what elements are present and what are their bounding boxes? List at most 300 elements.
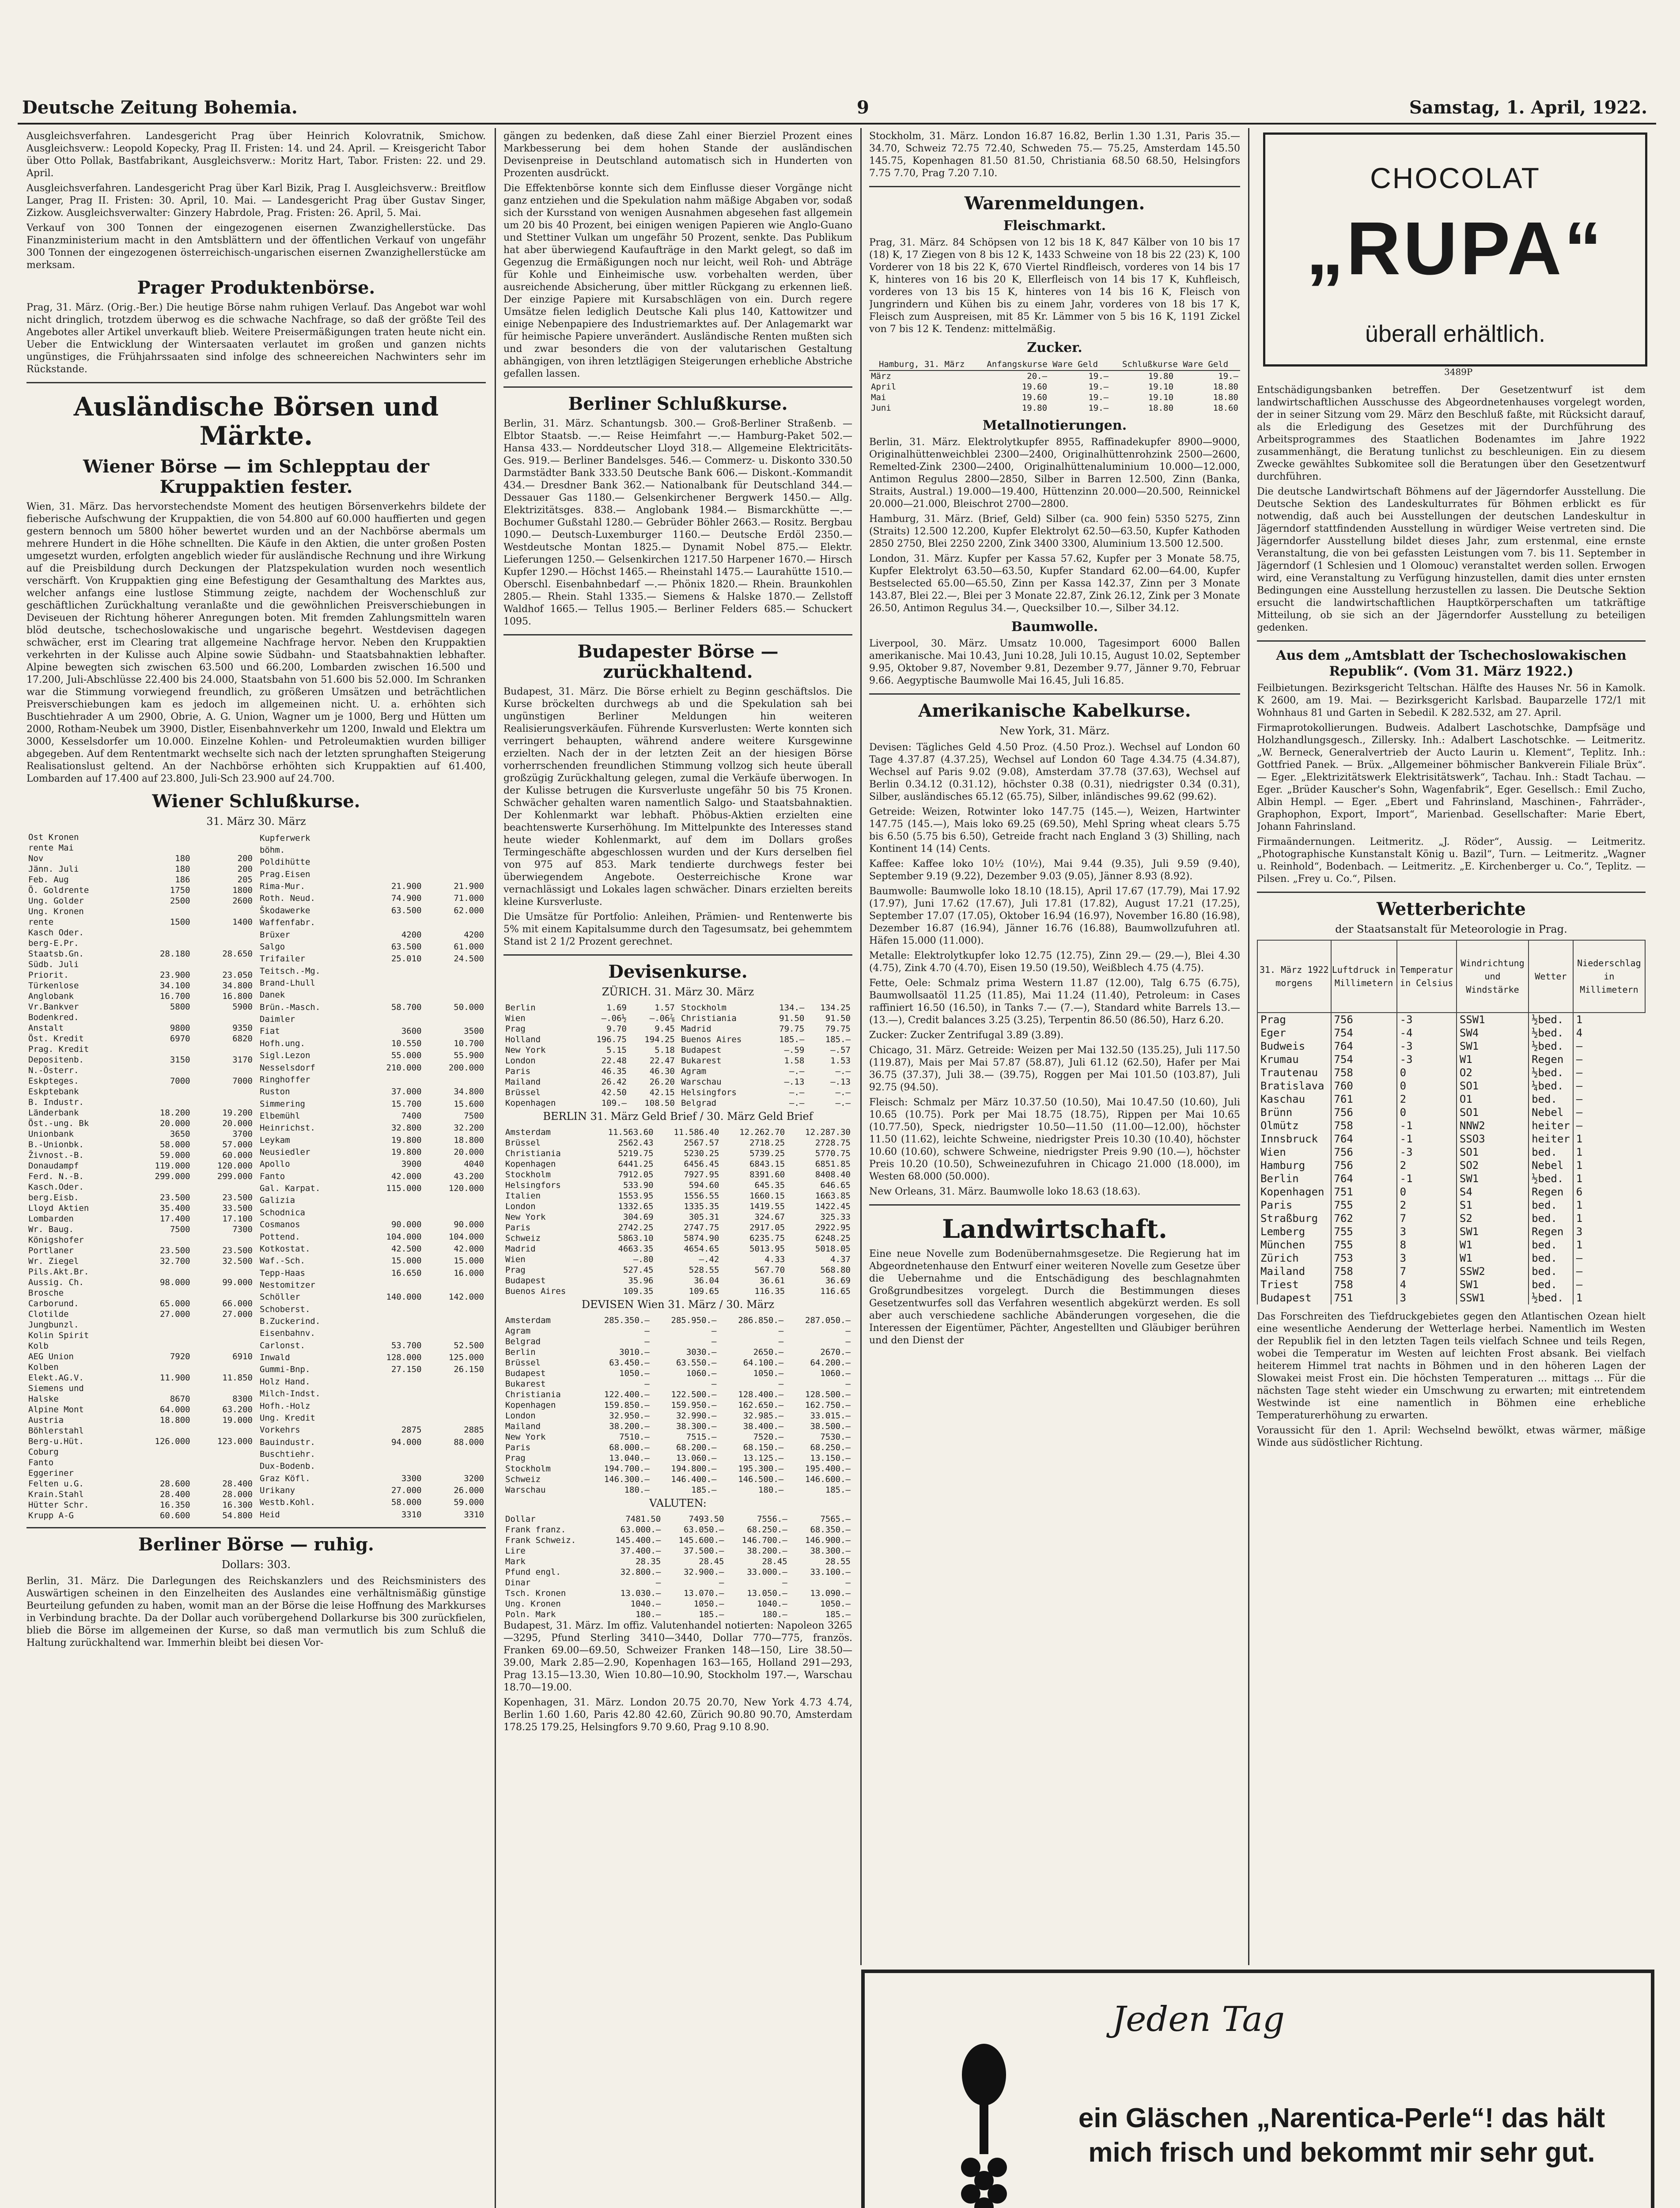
table-row [1257, 1040, 1645, 1053]
cell-value: —.— [835, 1066, 851, 1076]
cell-value: 11.850 [222, 1373, 253, 1383]
wien-devisen-table [503, 1315, 852, 1495]
cell-value: — [778, 1337, 784, 1346]
row-label: Krumau [1257, 1053, 1331, 1066]
row-label: New York [505, 1212, 546, 1222]
cell-value: 185.— [825, 1485, 851, 1495]
cell-value [192, 959, 254, 970]
cell-value: 758 [1331, 1119, 1397, 1132]
table-row [503, 1087, 677, 1098]
table-row [258, 1182, 486, 1194]
article-text: Fette, Oele: Schmalz prima Western 11.87 (12.00), Talg 6.75 (6.75), Baumwollsaatöl 11.25 (11.85), Mai 11.24 (11.40), Petroleum: in Cases raffiniert 16.50 (16.50), in Tanks 7.— (7.—), Standard white Barrels 13.— (13.—), Credit balances 3.25 (3.25), Terpentin 86.50 (86.50), Harz 6.20. [869, 978, 1240, 1026]
cell-value [192, 1383, 254, 1394]
cell-value: 11.900 [159, 1373, 190, 1383]
row-label: Portlaner [28, 1246, 74, 1255]
divider [26, 1527, 486, 1528]
row-label: Buenos Aires [505, 1286, 566, 1296]
row-label: rente Mai [28, 843, 74, 853]
row-label: Prag [505, 1453, 526, 1463]
cell-value: 25.010 [391, 954, 422, 964]
row-label: Mailand [505, 1422, 541, 1431]
row-label: B.Zuckerind. [260, 1316, 321, 1327]
cell-value: 527.45 [623, 1265, 654, 1275]
row-label: Cosmanos [260, 1220, 300, 1230]
row-label: Dollar [505, 1514, 536, 1524]
table-header: 31. März 1922 morgens [1257, 940, 1331, 1013]
cell-value: 1050.— [619, 1369, 650, 1378]
cell-value: heiter [1529, 1132, 1573, 1146]
cell-value: 146.300.— [604, 1475, 650, 1484]
row-label: Brosche [28, 1288, 64, 1298]
table-row [258, 1364, 486, 1376]
cell-value: -3 [1397, 1040, 1457, 1053]
table-row [503, 1336, 852, 1347]
row-label: Madrid [681, 1024, 711, 1034]
table-row [503, 1127, 852, 1138]
cell-value: 1400 [232, 917, 253, 927]
table-row [258, 989, 486, 1001]
table-row [503, 1463, 852, 1474]
wiener-schlusskurse-table-2 [258, 832, 486, 1521]
row-label: Ruston [260, 1087, 290, 1097]
cell-value: 159.850.— [604, 1400, 650, 1410]
cell-value: 758 [1331, 1066, 1397, 1079]
row-label: Innsbruck [1257, 1132, 1331, 1146]
cell-value: heiter [1529, 1119, 1573, 1132]
cell-value: — [1573, 1093, 1645, 1106]
cell-value [361, 917, 423, 929]
cell-value: 6235.75 [749, 1233, 785, 1243]
column-2 [503, 130, 852, 2208]
table-row [26, 1002, 254, 1012]
cell-value: 28.55 [825, 1557, 851, 1566]
cell-value: 758 [1331, 1265, 1397, 1278]
cell-value [361, 1195, 423, 1206]
cell-value: 20.000 [159, 1119, 190, 1128]
cell-value: 19.000 [222, 1415, 253, 1425]
row-label: April [871, 382, 897, 392]
divider [869, 1204, 1240, 1206]
table-row [258, 1303, 486, 1315]
ad-brand: „RUPA“ [1306, 207, 1604, 291]
table-row [869, 382, 1240, 392]
cell-value: 134.— [779, 1003, 805, 1013]
table-row [26, 1330, 254, 1341]
cell-value: 12.262.70 [739, 1127, 785, 1137]
cell-value: 755 [1331, 1199, 1397, 1212]
divider [869, 186, 1240, 187]
table-row [26, 874, 254, 885]
cell-value: 185.— [699, 1610, 724, 1619]
row-label: Straßburg [1257, 1212, 1331, 1225]
cell-value: 120.000 [448, 1183, 484, 1194]
cell-value: 68.250.— [810, 1443, 851, 1452]
row-label: Buschtiehr. [260, 1449, 315, 1459]
table-row [258, 1206, 486, 1218]
table-row [258, 1243, 486, 1255]
cell-value [424, 989, 486, 1001]
table-row [26, 1404, 254, 1415]
cell-value [361, 977, 423, 989]
cell-value: 6456.45 [684, 1159, 719, 1169]
row-label: Belgrad [505, 1337, 541, 1346]
table-row [26, 1023, 254, 1033]
table-row [258, 1315, 486, 1327]
cell-value: 3200 [464, 1473, 484, 1483]
cell-value: 7493.50 [689, 1514, 724, 1524]
cell-value: 7510.— [619, 1432, 650, 1442]
cell-value: bed. [1529, 1146, 1573, 1159]
cell-value [192, 832, 254, 843]
cell-value: 20.000 [222, 1119, 253, 1128]
row-label: Eggeriner [28, 1468, 74, 1478]
table-row [258, 1267, 486, 1279]
table-row [1257, 1079, 1645, 1093]
cell-value: bed. [1529, 1251, 1573, 1265]
row-label: Schodnica [260, 1207, 305, 1217]
article-text: Voraussicht für den 1. April: Wechselnd bewölkt, etwas wärmer, mäßige Winde aus südöstlicher Richtung. [1257, 1425, 1646, 1448]
cell-value: — [1573, 1278, 1645, 1291]
cell-value: 7300 [232, 1225, 253, 1234]
cell-value [424, 1195, 486, 1206]
cell-value: 1 [1573, 1212, 1645, 1225]
cell-value: SO1 [1457, 1146, 1529, 1159]
row-label: Christiania [505, 1390, 561, 1399]
cell-value: 5018.05 [815, 1244, 851, 1254]
section-heading: Wiener Schlußkurse. [152, 791, 360, 812]
row-label: Öst.-ung. Bk [28, 1119, 89, 1128]
row-label: Škodawerke [260, 905, 310, 915]
table-row [26, 1267, 254, 1277]
cell-value [129, 927, 192, 938]
row-label: Warschau [681, 1077, 722, 1087]
article-text: Wien, 31. März. Das hervorstechendste Moment des heutigen Börsenverkehrs bildete der fieberische Aufschwung der Kruppaktien, die von 54.800 auf 60.000 hauffierten und gegen gestern bennoch um 5800 höher bewertet wurden und an der Nachbörse abermals um mehrere Hundert in die Höhe schnellten. Die Käufe in den Aktien, die unter großen Posten umgesetzt wurden, erfolgten angeblich wieder für ausländische Rechnung und ihre Wirkung auf die Preisbildung durch Deckungen der Platzspekulation wurden noch wesentlich verschärft. Von Kruppaktien ging eine Befestigung der Gesamthaltung des Marktes aus, welcher anfangs eine lustlose Stimmung zeigte, nachdem der Wochenschluß zur geschäftlichen Zurückhaltung veranlaßte und die gewöhnlichen Preisverschiebungen in Deviseuen der Richtung höherer Anregungen boten. Mit fremden Zahlungsmitteln waren blöd deutsche, tschechoslowakische und ungarische begehrt. Westdevisen dagegen schwächer, erst im Clearing trat allgemeine Nachfrage hervor. Neben den Kruppaktien verkehrten in der Kulisse auch Alpine sowie Südbahn- und Staatsbahnaktien lebhafter. Alpine bewegten sich zwischen 63.500 und 66.200, Lombarden zwischen 16.500 und 17.200, Juli-Abschlüsse 22.400 bis 24.000, Staatsbahn von 51.600 bis 52.000. Im Schranken war die Stimmung vorwiegend freundlich, zu größeren Umsätzen und beträchtlichen Preisverschiebungen kam es jedoch im allgemeinen nicht. U. a. erhöhten sich Buschtiehrader A um 2900, Obrie, A. G. Union, Wagner um je 1000, Berg und Hütten um 2000, Rotham-Neubek um 3900, Distler, Eisenbahnverkehr um 1200, Inwald und Elektra um 3000, Kesselsdorfer um 10.000. Einzelne Kohlen- und Petroleumaktien wurden billiger abgegeben. Auf dem Rententmarkt wechselte sich nach der letzten sprunghaften Steigerung Realisationslust geltend. An der Nachbörse erhöhten sich Kruppaktien auf 61.400, Lombarden auf 17.400 auf 23.800, Juli-Sch 23.900 auf 24.700. [26, 501, 486, 784]
cell-value: 15.700 [391, 1099, 422, 1109]
cell-value: — [845, 1326, 851, 1336]
cell-value: SW1 [1457, 1225, 1529, 1238]
cell-value: 1.53 [830, 1056, 851, 1066]
cell-value: 7520.— [753, 1432, 784, 1442]
cell-value: 1500 [170, 917, 190, 927]
cell-value: 116.65 [820, 1286, 851, 1296]
row-label: Holz Hand. [260, 1376, 310, 1387]
row-label: Fanto [28, 1458, 54, 1467]
cell-value: 9350 [232, 1023, 253, 1033]
cell-value: 8670 [170, 1394, 190, 1404]
table-row [258, 1037, 486, 1049]
cell-value [129, 1235, 192, 1245]
cell-value: ½bed. [1529, 1040, 1573, 1053]
cell-value: 21.900 [454, 881, 484, 892]
cell-value: 146.700.— [742, 1535, 787, 1545]
row-label: Trifailer [260, 954, 305, 964]
row-label: Austria [28, 1415, 64, 1425]
cell-value: 185.— [691, 1485, 717, 1495]
cell-value: 146.400.— [671, 1475, 717, 1484]
row-label: Teitsch.-Mg. [260, 966, 321, 976]
table-row [503, 1368, 852, 1379]
cell-value: 13.070.— [683, 1588, 724, 1598]
cell-value: 32.950.— [609, 1411, 650, 1421]
cell-value: 754 [1331, 1026, 1397, 1040]
cell-value: 2728.75 [815, 1138, 851, 1148]
section-heading: Berliner Börse — ruhig. [138, 1534, 374, 1555]
row-label: Elekt.AG.V. [28, 1373, 84, 1383]
table-header: Luftdruck in Millimetern [1331, 940, 1397, 1013]
row-label: berg-E.Pr. [28, 938, 79, 948]
cell-value: 13.060.— [676, 1453, 717, 1463]
cell-value: 37.000 [391, 1087, 422, 1097]
ad-text: CHOCOLAT [1370, 162, 1540, 194]
row-label: Frank Schweiz. [505, 1535, 576, 1545]
table-row [26, 1351, 254, 1362]
table-header: Anfangskurse Ware Geld [974, 359, 1110, 371]
cell-value: 32.700 [159, 1256, 190, 1266]
cell-value: S1 [1457, 1199, 1529, 1212]
table-row [26, 1457, 254, 1468]
table-row [26, 1489, 254, 1500]
table-row [258, 844, 486, 856]
cell-value: 3310 [401, 1510, 422, 1520]
cell-value: 4654.65 [684, 1244, 719, 1254]
table-row [503, 1535, 852, 1546]
table-row [258, 1025, 486, 1037]
table-caption: DEVISEN Wien 31. März / 30. März [581, 1298, 775, 1311]
cell-value: 33.000.— [747, 1567, 787, 1577]
cell-value: 4040 [464, 1159, 484, 1169]
cell-value: 22.47 [649, 1056, 675, 1066]
cell-value: 59.000 [454, 1497, 484, 1508]
article-text: Berlin, 31. März. Die Darlegungen des Reichskanzlers und des Reichsministers des Auswärtigen scheinen in den Einzelheiten des Auslandes eine verhältnismäßig günstige Beurteilung gefunden zu haben, womit man an der Börse die leise Hoffnung des Markkurses in Verbindung brachte. Da der Dollar auch vorübergehend Dollarkurse bis 300 zurückfielen, blieb die Börse im allgemeinen der Kurse, so daß man vermutlich bis zum Schluß die Haltung zurückhaltend war. Immerhin bleibt bei diesen Vor- [26, 1576, 486, 1648]
subsection-heading: Metallnotierungen. [982, 418, 1127, 433]
table-row [503, 1024, 677, 1034]
cell-value: 26.20 [649, 1077, 675, 1087]
cell-value: 528.55 [689, 1265, 719, 1275]
table-row [26, 1192, 254, 1203]
table-row [869, 403, 1240, 413]
table-row [503, 1567, 852, 1577]
article-text: Die Umsätze für Portfolio: Anleihen, Prämien- und Rentenwerte bis 5% mit einem Kapitalsumme durch den Tagesumsatz, bei gehemmtem Stand ist 2 1/2 Prozent gerechnet. [503, 911, 852, 947]
article-text: Prag, 31. März. (Orig.-Ber.) Die heutige Börse nahm ruhigen Verlauf. Das Angebot war wohl nicht dringlich, trotzdem überwog es die schwache Nachfrage, so daß der größte Teil des Angebotes aller Artikel unverkauft blieb. Weitere Preisermäßigungen traten heute nicht ein. Ueber die Entwicklung der Wintersaaten verlautet im großen und ganzen nichts ungünstiges, die Frühjahrssaaten sind infolge des schneereichen Nachwinters sehr im Rückstande. [26, 302, 486, 375]
cell-value: 180.— [758, 1485, 784, 1495]
row-label: N.-Österr. [28, 1066, 79, 1075]
table-row [503, 1286, 852, 1297]
table-row [679, 1024, 852, 1034]
table-row [26, 980, 254, 991]
row-label: Christiania [505, 1149, 561, 1158]
article-text: Liverpool, 30. März. Umsatz 10.000, Tagesimport 6000 Ballen amerikanische. Mai 10.43, Juni 10.28, Juli 10.15, August 10.02, September 9.95, Oktober 9.87, November 9.81, Dezember 9.77, Jänner 9.70, Februar 9.66. Aegyptische Baumwolle Mai 16.45, Juli 16.85. [869, 638, 1240, 686]
table-row [503, 1315, 852, 1326]
row-label: Paris [505, 1223, 531, 1233]
table-row [258, 832, 486, 844]
valuten-table [503, 1514, 852, 1620]
cell-value: 15.000 [454, 1256, 484, 1266]
cell-value [424, 844, 486, 856]
cell-value [361, 1074, 423, 1085]
cell-value: 196.75 [596, 1035, 627, 1044]
cell-value: 24.500 [454, 954, 484, 964]
row-label: Agram [505, 1326, 531, 1336]
cell-value: 8 [1397, 1238, 1457, 1251]
cell-value: 1 [1573, 1146, 1645, 1159]
cell-value: 7 [1397, 1265, 1457, 1278]
cell-value: 1.69 [606, 1003, 627, 1013]
table-row [503, 1098, 677, 1108]
subsection-heading: Baumwolle. [1011, 619, 1098, 635]
row-label: Poln. Mark [505, 1610, 556, 1619]
cell-value: 6 [1573, 1185, 1645, 1199]
cell-value: ¼bed. [1529, 1079, 1573, 1093]
bottle-glass-icon [940, 2035, 1028, 2208]
cell-value [129, 959, 192, 970]
row-label: Živnost.-B. [28, 1150, 84, 1160]
row-label: Unionbank [28, 1129, 74, 1139]
cell-value [129, 938, 192, 949]
cell-value: 4 [1397, 1278, 1457, 1291]
table-row [26, 1372, 254, 1383]
table-header: Wetter [1529, 940, 1573, 1013]
cell-value: 1060.— [820, 1369, 851, 1378]
row-label: Heinrichst. [260, 1123, 315, 1133]
cell-value: 325.33 [820, 1212, 851, 1222]
cell-value: 43.200 [454, 1171, 484, 1181]
table-row [258, 1122, 486, 1134]
row-label: Hofh.-Holz [260, 1401, 310, 1411]
cell-value: —.— [835, 1098, 851, 1108]
cell-value [424, 1400, 486, 1412]
cell-value: 195.400.— [805, 1464, 851, 1474]
cell-value: 19.60 [1022, 382, 1048, 392]
cell-value: —.13 [784, 1077, 805, 1087]
cell-value: 79.75 [825, 1024, 851, 1034]
cell-value: 90.000 [454, 1220, 484, 1230]
row-label: Wr. Baug. [28, 1225, 74, 1234]
cell-value [424, 832, 486, 844]
row-label: Budapest [1257, 1291, 1331, 1304]
cell-value: 180 [175, 864, 190, 874]
cell-value: 1060.— [686, 1369, 717, 1378]
table-row [26, 1118, 254, 1129]
cell-value: 9.45 [655, 1024, 675, 1034]
row-label: Carborund. [28, 1299, 79, 1308]
row-label: Simmering [260, 1099, 305, 1109]
table-row [1257, 1093, 1645, 1106]
cell-value [129, 1012, 192, 1023]
table-row [258, 1049, 486, 1061]
table-row [503, 1159, 852, 1169]
row-label: Madrid [505, 1244, 536, 1254]
cell-value: — [655, 1578, 661, 1588]
row-label: Berlin [1257, 1172, 1331, 1185]
cell-value: 2650.— [753, 1347, 784, 1357]
cell-value: 68.250.— [747, 1525, 787, 1535]
table-row [1257, 1238, 1645, 1251]
row-label: Buenos Aires [681, 1035, 742, 1044]
cell-value: 63.200 [222, 1405, 253, 1414]
cell-value: — [711, 1337, 717, 1346]
row-label: Wien [505, 1013, 526, 1023]
cell-value: 1800 [232, 885, 253, 895]
cell-value [424, 1448, 486, 1460]
cell-value: 146.900.— [805, 1535, 851, 1545]
cell-value: 26.42 [601, 1077, 627, 1087]
table-row [679, 1066, 852, 1077]
cell-value: 1332.65 [618, 1202, 654, 1211]
cell-value: 94.000 [391, 1437, 422, 1447]
cell-value: 760 [1331, 1079, 1397, 1093]
table-row [503, 1577, 852, 1588]
row-label: Länderbank [28, 1108, 79, 1118]
row-label: Ferd. N.-B. [28, 1172, 84, 1181]
table-row [26, 1298, 254, 1309]
row-label: Urikany [260, 1486, 295, 1496]
table-header: Windrichtung und Windstärke [1457, 940, 1529, 1013]
cell-value: 57.000 [222, 1140, 253, 1149]
row-label: Kolben [28, 1362, 59, 1372]
row-label: London [505, 1202, 536, 1211]
cell-value: 1 [1573, 1172, 1645, 1185]
cell-value: 42.50 [601, 1088, 627, 1097]
row-label: Kolin Spirit [28, 1331, 89, 1340]
row-label: Westb.Kohl. [260, 1497, 315, 1508]
cell-value: 568.80 [820, 1265, 851, 1275]
row-label: Trautenau [1257, 1066, 1331, 1079]
cell-value: 19.— [1088, 393, 1109, 402]
cell-value: SSW1 [1457, 1291, 1529, 1304]
cell-value: 71.000 [454, 893, 484, 904]
cell-value: 5230.25 [684, 1149, 719, 1158]
row-label: Lloyd Aktien [28, 1203, 89, 1213]
cell-value: 50.000 [454, 1002, 484, 1012]
row-label: Mark [505, 1557, 526, 1566]
cell-value: 20.— [1027, 371, 1048, 381]
table-row [26, 1182, 254, 1192]
cell-value: 35.96 [628, 1276, 654, 1285]
table-row [258, 892, 486, 904]
cell-value: 38.300.— [810, 1546, 851, 1556]
cell-value: 3 [1397, 1225, 1457, 1238]
cell-value: 286.850.— [738, 1316, 784, 1325]
table-row [258, 1074, 486, 1085]
table-row [258, 1484, 486, 1496]
cell-value: 62.000 [454, 905, 484, 915]
cell-value: NNW2 [1457, 1119, 1529, 1132]
row-label: berg.Eisb. [28, 1193, 79, 1202]
row-label: Rima-Mur. [260, 881, 305, 892]
cell-value [361, 1315, 423, 1327]
cell-value: — [778, 1379, 784, 1389]
row-label: rente [28, 917, 54, 927]
cell-value: 2562.43 [618, 1138, 654, 1148]
cell-value: 37.400.— [620, 1546, 661, 1556]
cell-value: 42.15 [649, 1088, 675, 1097]
cell-value: — [778, 1326, 784, 1336]
cell-value: 38.200.— [747, 1546, 787, 1556]
row-label: Gal. Karpat. [260, 1183, 321, 1194]
row-label: Schoberst. [260, 1304, 310, 1314]
cell-value: 2718.25 [749, 1138, 785, 1148]
cell-value: — [1573, 1079, 1645, 1093]
table-row [26, 1447, 254, 1457]
row-label: Waf.-Sch. [260, 1256, 305, 1266]
cell-value: 19.80 [1148, 371, 1174, 381]
table-row [503, 1389, 852, 1400]
cell-value [129, 1097, 192, 1108]
cell-value: 3300 [401, 1473, 422, 1483]
table-row [1257, 1291, 1645, 1304]
table-row [1257, 1119, 1645, 1132]
cell-value: O2 [1457, 1066, 1529, 1079]
